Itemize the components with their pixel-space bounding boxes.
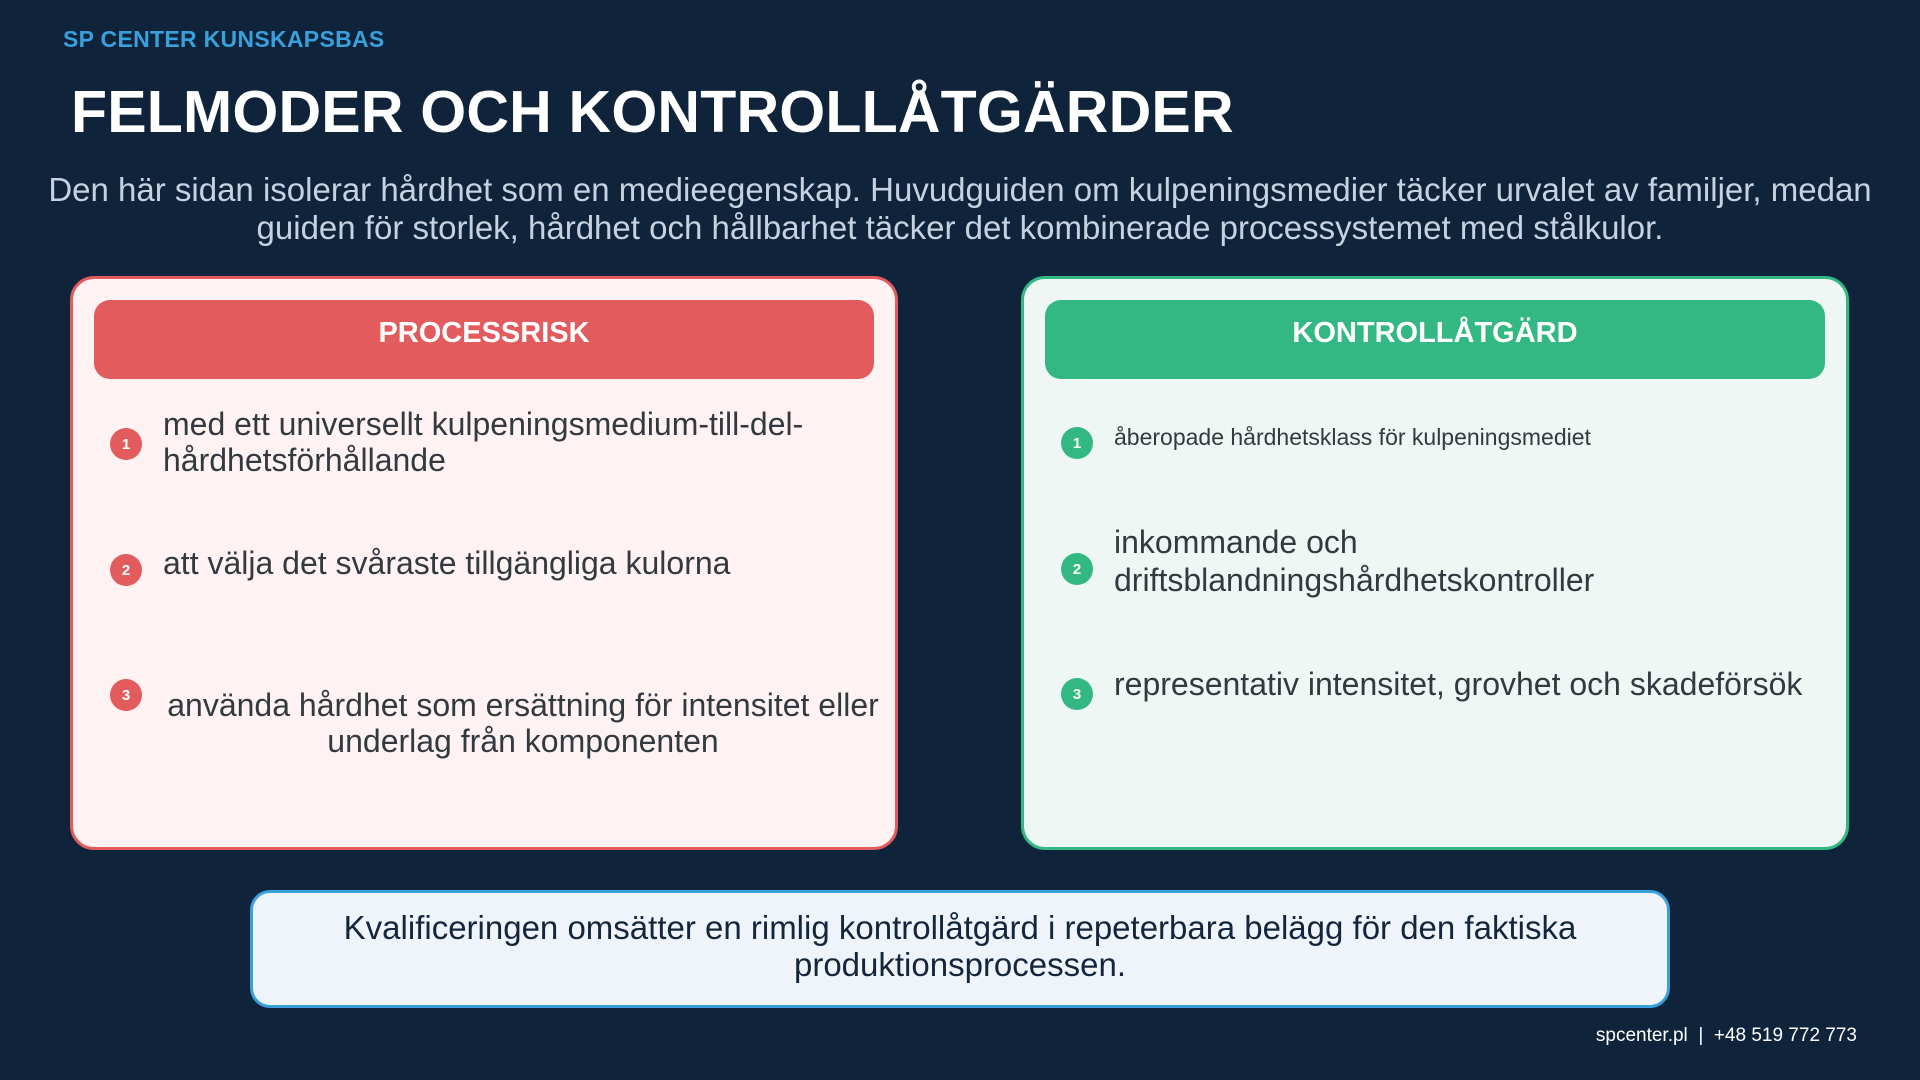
risk-badge-2: 2 bbox=[110, 554, 142, 586]
process-risk-header: PROCESSRISK bbox=[94, 300, 874, 379]
risk-item-2-text: att välja det svåraste tillgängliga kulorna bbox=[163, 545, 731, 581]
qualification-text: Kvalificeringen omsätter en rimlig kontrollåtgärd i repeterbara belägg för den faktiska produktionsprocessen. bbox=[343, 909, 1577, 983]
intro-text: Den här sidan isolerar hårdhet som en medieegenskap. Huvudguiden om kulpeningsmedier täcker urvalet av familjer, medan guiden för storlek, hårdhet och hållbarhet täcker det kombinerade processystemet med stålkulor. bbox=[48, 171, 1872, 246]
risk-badge-3: 3 bbox=[110, 679, 142, 711]
control-item-3-text: representativ intensitet, grovhet och skadeförsök bbox=[1114, 666, 1803, 702]
page-title: FELMODER OCH KONTROLLÅTGÄRDER bbox=[71, 79, 1234, 145]
control-badge-2: 2 bbox=[1061, 553, 1093, 585]
process-risk-card bbox=[70, 276, 898, 850]
contact-info: spcenter.pl | +48 519 772 773 bbox=[1595, 1025, 1857, 1046]
control-measure-header: KONTROLLÅTGÄRD bbox=[1045, 300, 1825, 379]
risk-item-1-text: med ett universellt kulpeningsmedium-till-del-hårdhetsförhållande bbox=[163, 406, 804, 478]
brand-label: SP CENTER KUNSKAPSBAS bbox=[63, 26, 385, 52]
control-badge-1: 1 bbox=[1061, 427, 1093, 459]
control-badge-3: 3 bbox=[1061, 678, 1093, 710]
risk-badge-1: 1 bbox=[110, 428, 142, 460]
qualification-callout bbox=[250, 890, 1670, 1008]
risk-item-3-text: använda hårdhet som ersättning för intensitet eller underlag från komponenten bbox=[167, 687, 879, 759]
control-item-1-text: åberopade hårdhetsklass för kulpeningsmediet bbox=[1114, 424, 1591, 450]
control-item-2-text: inkommande och driftsblandningshårdhetskontroller bbox=[1114, 524, 1595, 598]
control-measure-card bbox=[1021, 276, 1849, 850]
